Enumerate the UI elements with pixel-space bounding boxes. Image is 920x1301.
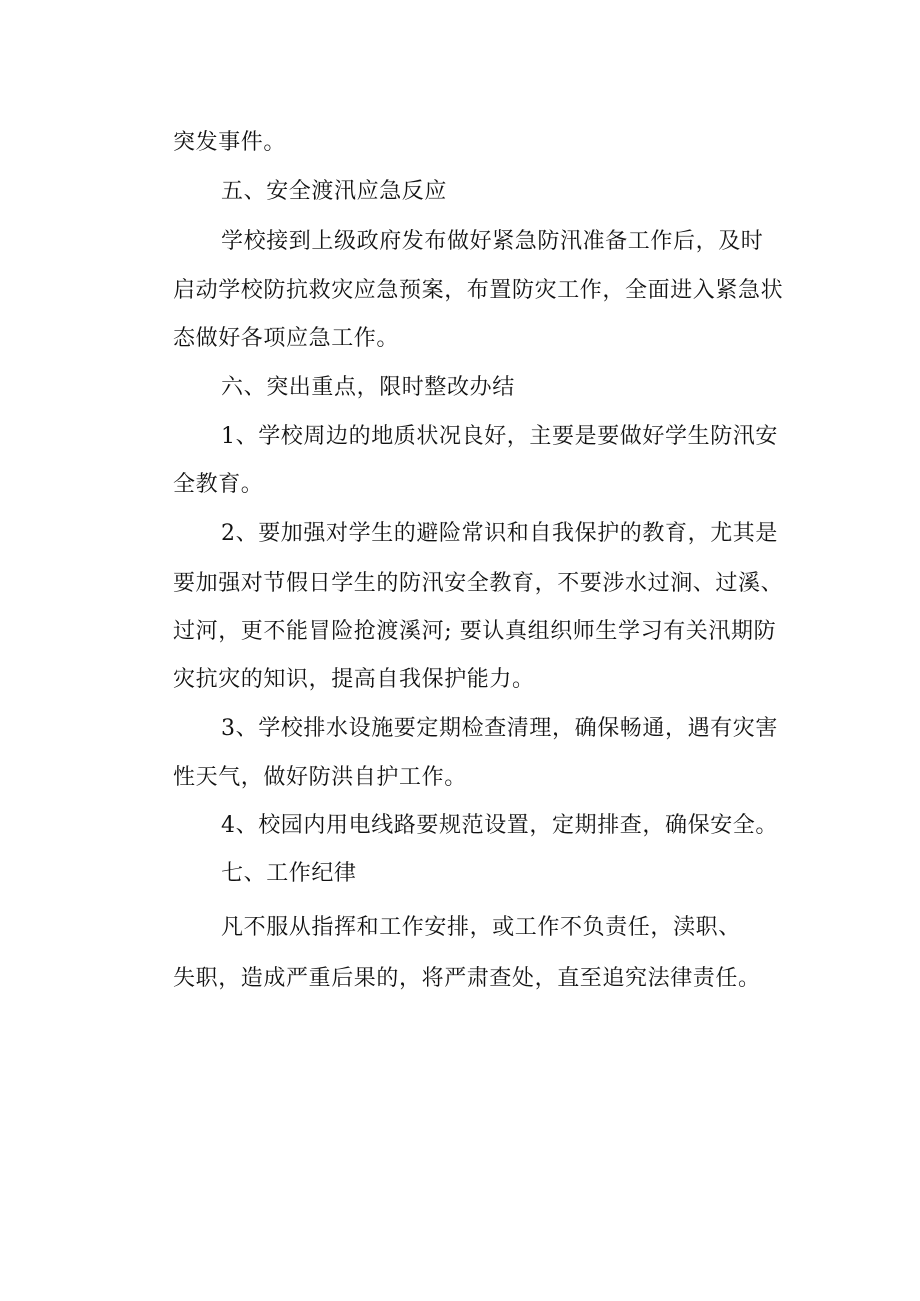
text-line: 性天气，做好防洪自护工作。 bbox=[173, 765, 467, 790]
section-heading-6: 六、突出重点，限时整改办结 bbox=[221, 375, 515, 400]
text-line: 突发事件。 bbox=[173, 130, 287, 155]
text-line: 失职，造成严重后果的，将严肃查处，直至追究法律责任。 bbox=[173, 966, 761, 991]
text-line: 3、学校排水设施要定期检查清理，确保畅通，遇有灾害 bbox=[221, 716, 778, 741]
text-line: 4、校园内用电线路要规范设置，定期排查，确保安全。 bbox=[221, 813, 778, 838]
section-heading-7: 七、工作纪律 bbox=[221, 861, 357, 886]
text-line: 要加强对节假日学生的防汛安全教育，不要涉水过涧、过溪、 bbox=[173, 571, 784, 596]
text-line: 学校接到上级政府发布做好紧急防汛准备工作后，及时 bbox=[221, 229, 764, 254]
text-line: 过河，更不能冒险抢渡溪河; 要认真组织师生学习有关汛期防 bbox=[173, 619, 777, 644]
text-line: 灾抗灾的知识，提高自我保护能力。 bbox=[173, 667, 535, 692]
text-line: 1、学校周边的地质状况良好，主要是要做好学生防汛安 bbox=[221, 424, 778, 449]
text-line: 态做好各项应急工作。 bbox=[173, 326, 400, 351]
text-line: 启动学校防抗救灾应急预案，布置防灾工作，全面进入紧急状 bbox=[173, 278, 784, 303]
text-line: 2、要加强对学生的避险常识和自我保护的教育，尤其是 bbox=[221, 521, 778, 546]
text-line: 全教育。 bbox=[173, 472, 264, 497]
section-heading-5: 五、安全渡汛应急反应 bbox=[221, 179, 448, 204]
text-line: 凡不服从指挥和工作安排，或工作不负责任，渎职、 bbox=[221, 915, 741, 940]
